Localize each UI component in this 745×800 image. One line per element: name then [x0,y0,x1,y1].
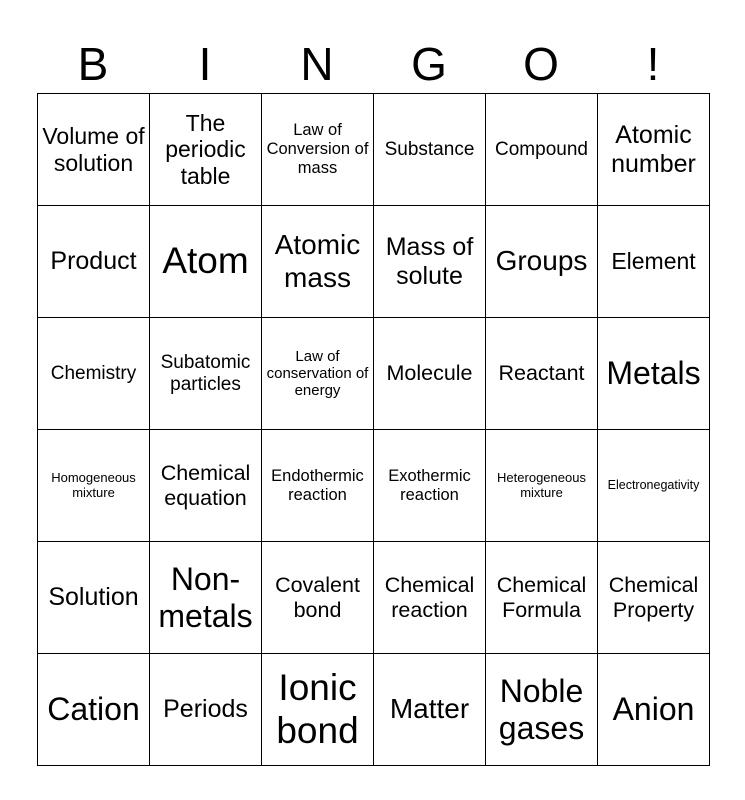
bingo-cell: Matter [374,654,486,766]
bingo-cell: Molecule [374,318,486,430]
bingo-cell: Law of conservation of energy [262,318,374,430]
header-letter-n: N [300,38,334,90]
bingo-cell: Non-metals [150,542,262,654]
header-exclamation: ! [646,38,660,90]
bingo-cell: The periodic table [150,94,262,206]
bingo-cell: Chemical Formula [486,542,598,654]
bingo-cell: Element [598,206,710,318]
bingo-cell: Ionic bond [262,654,374,766]
bingo-cell: Compound [486,94,598,206]
bingo-cell: Solution [38,542,150,654]
bingo-cell: Volume of solution [38,94,150,206]
bingo-cell: Anion [598,654,710,766]
bingo-cell: Heterogeneous mixture [486,430,598,542]
board-row [38,430,710,542]
bingo-cell: Exothermic reaction [374,430,486,542]
header-letter-b: B [77,38,109,90]
bingo-cell: Atomic number [598,94,710,206]
board-row [38,654,710,766]
bingo-cell: Cation [38,654,150,766]
bingo-cell: Law of Conversion of mass [262,94,374,206]
bingo-cell: Homogeneous mixture [38,430,150,542]
bingo-header [37,36,709,92]
board-row [38,542,710,654]
bingo-cell: Atom [150,206,262,318]
header-letter-o: O [523,38,559,90]
bingo-cell: Reactant [486,318,598,430]
bingo-board [37,93,710,766]
board-row [38,318,710,430]
bingo-cell: Chemistry [38,318,150,430]
bingo-cell: Substance [374,94,486,206]
bingo-cell: Electronegativity [598,430,710,542]
board-row [38,94,710,206]
bingo-cell: Chemical reaction [374,542,486,654]
bingo-cell: Noble gases [486,654,598,766]
bingo-cell: Product [38,206,150,318]
bingo-cell: Mass of solute [374,206,486,318]
bingo-cell: Periods [150,654,262,766]
board-row [38,206,710,318]
header-letter-i: I [198,38,212,90]
bingo-cell: Atomic mass [262,206,374,318]
bingo-cell: Covalent bond [262,542,374,654]
header-letter-g: G [411,38,447,90]
bingo-cell: Chemical Property [598,542,710,654]
bingo-cell: Endothermic reaction [262,430,374,542]
bingo-cell: Chemical equation [150,430,262,542]
bingo-cell: Subatomic particles [150,318,262,430]
bingo-cell: Metals [598,318,710,430]
bingo-cell: Groups [486,206,598,318]
